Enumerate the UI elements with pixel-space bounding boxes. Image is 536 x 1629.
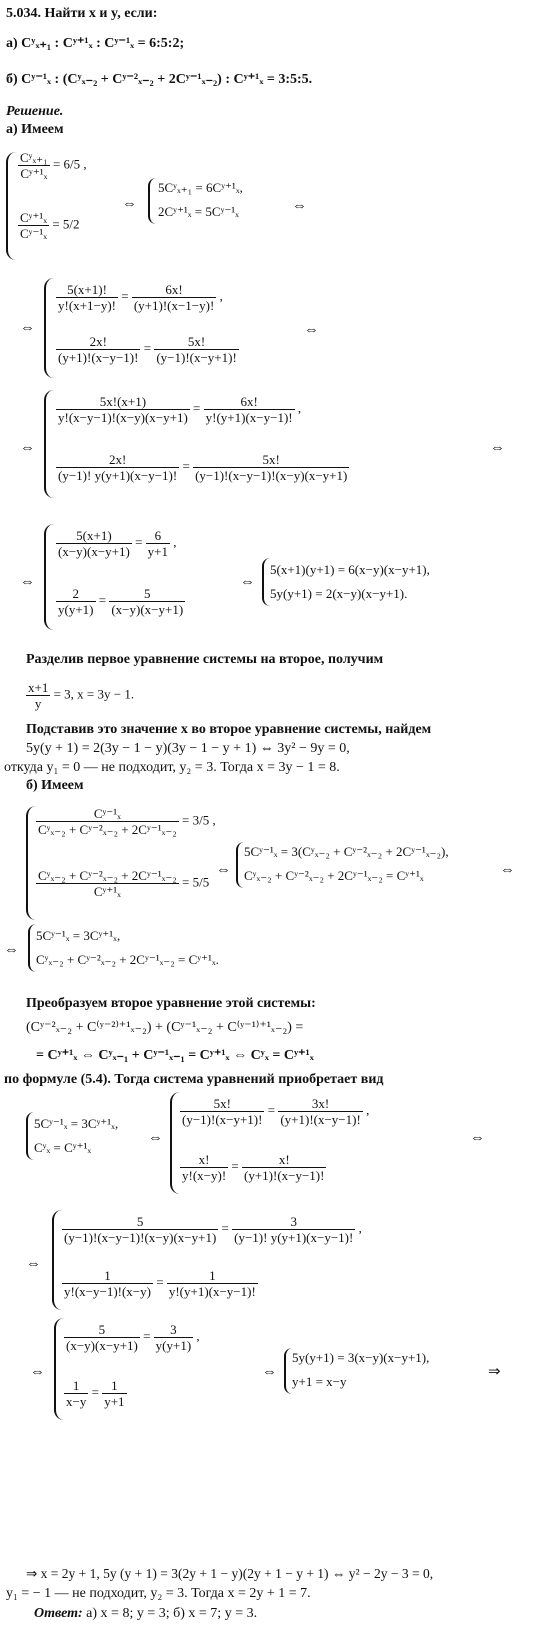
equation-row: $\frac{5x!}{(y-1)!(x-y+1)!}$ = $\frac{3x!}{(y+1)!(x-y-1)!}$ , [182, 1096, 370, 1127]
system-b3-left [26, 1110, 156, 1162]
system-brace [44, 524, 54, 630]
system-brace [262, 558, 270, 606]
equation: 5y(y+1) = 2(x−y)(x−y+1). [270, 586, 408, 601]
equation-row: $\frac{5}{(y-1)!(x-y-1)!(x-y)(x-y+1)}$ = $\frac{3}{(y-1)! y(y+1)(x-y-1)!}$ , [64, 1214, 362, 1245]
equivalence-arrow: ⇔ [20, 574, 35, 590]
equation-row: $\frac{\text{Cʸ⁻¹ₓ}}{\text{Cʸₓ₋₂ + Cʸ⁻²ₓ₋₂ + 2Cʸ⁻¹ₓ₋₂}}$ = 3/5 , [38, 806, 216, 837]
equation: 5Cʸ⁻¹ₓ = 3Cʸ⁺¹ₓ, [36, 928, 121, 943]
system-brace [54, 1318, 64, 1420]
equation-row: $\frac{1}{x-y}$ = $\frac{1}{y+1}$ [66, 1378, 125, 1409]
equivalence-arrow: ⇔ [304, 322, 319, 338]
equation: 5y(y+1) = 3(x−y)(x−y+1), [292, 1350, 430, 1365]
equivalence-arrow: ⇔ [122, 196, 137, 212]
equation: 5Cʸ⁻¹ₓ = 3Cʸ⁺¹ₓ, [34, 1116, 119, 1131]
answer-text: а) x = 8; y = 3; б) x = 7; y = 3. [86, 1606, 258, 1621]
text-paragraph: Разделив первое уравнение системы на второе, получим [26, 652, 384, 667]
system-b5-result [284, 1346, 484, 1396]
implication-arrow: ⇒ [488, 1364, 501, 1380]
equation-row: $\frac{2x!}{(y-1)! y(y+1)(x-y-1)!}$ = $\frac{5x!}{(y-1)!(x-y-1)!(x-y)(x-y+1)}$ [58, 452, 348, 483]
answer-label: Ответ: [34, 1606, 83, 1621]
text-paragraph: по формуле (5.4). Тогда система уравнений приобретает вид [4, 1072, 384, 1087]
fraction: $\frac{\text{Cʸ⁺¹ₓ}}{\text{Cʸ⁻¹ₓ}}$ [20, 210, 48, 241]
equation: y+1 = x−y [292, 1374, 347, 1389]
system-brace [52, 1210, 62, 1310]
solution-heading: Решение. [6, 104, 64, 119]
system-brace [26, 806, 36, 920]
system-brace [44, 390, 54, 498]
condition-b: б) Cʸ⁻¹ₓ : (Cʸₓ₋₂ + Cʸ⁻²ₓ₋₂ + 2Cʸ⁻¹ₓ₋₂) : Cʸ⁺¹ₓ = 3:5:5. [6, 72, 313, 87]
system-brace [44, 278, 54, 378]
equation-row: $\frac{2}{y(y+1)}$ = $\frac{5}{(x-y)(x-y+1)}$ [58, 586, 184, 617]
equation: ⇒ x = 2y + 1, 5y (y + 1) = 3(2y + 1 − y)(2y + 1 − y + 1) ⇔ y² − 2y − 3 = 0, [26, 1566, 434, 1581]
fraction: $\frac{\text{Cʸₓ₊₁}}{\text{Cʸ⁺¹ₓ}}$ [20, 150, 48, 181]
equation: 5(x+1)(y+1) = 6(x−y)(x−y+1), [270, 562, 430, 577]
equivalence-arrow: ⇔ [216, 862, 231, 878]
equivalence-arrow: ⇔ [20, 440, 35, 456]
system-brace [170, 1092, 180, 1194]
system-a1-result [148, 176, 288, 226]
problem-title [6, 6, 157, 22]
part-b-intro: б) Имеем [26, 778, 84, 793]
system-brace [148, 178, 156, 224]
text-paragraph: y₁ = − 1 — не подходит, y₂ = 3. Тогда x = 2y + 1 = 7. [6, 1586, 311, 1601]
system-brace [6, 152, 16, 260]
equation: Cʸₓ₋₂ + Cʸ⁻²ₓ₋₂ + 2Cʸ⁻¹ₓ₋₂ = Cʸ⁺¹ₓ. [36, 952, 219, 967]
text-paragraph: Подставив это значение x во второе уравнение системы, найдем [26, 722, 432, 737]
system-a3 [44, 390, 484, 500]
system-b1 [26, 804, 220, 922]
system-brace [26, 1112, 34, 1160]
system-a4-result [262, 556, 532, 608]
equivalence-arrow: ⇔ [292, 198, 307, 214]
equivalence-arrow: ⇔ [262, 1364, 277, 1380]
text-paragraph: откуда y₁ = 0 — не подходит, y₂ = 3. Тогда x = 3y − 1 = 8. [4, 760, 340, 775]
equation: Cʸₓ = Cʸ⁺¹ₓ [34, 1140, 92, 1155]
equation-row: $\frac{\text{Cʸₓ₊₁}}{\text{Cʸ⁺¹ₓ}}$ = 6/5 , [20, 150, 87, 181]
equivalence-arrow: ⇔ [148, 1130, 163, 1146]
problem-number: 5.034. [6, 6, 41, 21]
equivalence-arrow: ⇔ [240, 574, 255, 590]
system-b3-right [170, 1092, 470, 1196]
equivalence-arrow: ⇔ [4, 942, 19, 958]
system-a2 [44, 278, 344, 378]
equivalence-arrow: ⇔ [26, 1256, 41, 1272]
equation: 5Cʸₓ₊₁ = 6Cʸ⁺¹ₓ, [158, 180, 243, 195]
equation-row: $\frac{x!}{y!(x-y)!}$ = $\frac{x!}{(y+1)!(x-y-1)!}$ [182, 1152, 325, 1183]
equation-row: $\frac{\text{Cʸₓ₋₂ + Cʸ⁻²ₓ₋₂ + 2Cʸ⁻¹ₓ₋₂}}{\text{Cʸ⁺¹ₓ}}$ = 5/5 [38, 868, 210, 899]
part-a-intro: а) Имеем [6, 122, 64, 137]
problem-text: Найти x и y, если: [44, 6, 158, 21]
system-brace [284, 1348, 292, 1394]
system-b4 [52, 1210, 522, 1312]
equivalence-arrow: ⇔ [470, 1130, 485, 1146]
system-brace [236, 842, 244, 888]
equivalence-arrow: ⇔ [500, 862, 515, 878]
equivalence-arrow: ⇔ [30, 1364, 45, 1380]
condition-a: а) Cʸₓ₊₁ : Cʸ⁺¹ₓ : Cʸ⁻¹ₓ = 6:5:2; [6, 36, 185, 51]
equation-row: $\frac{5(x+1)}{(x-y)(x-y+1)}$ = $\frac{6}{y+1}$ , [58, 528, 177, 559]
equation-row: $\frac{5x!(x+1)}{y!(x-y-1)!(x-y)(x-y+1)}$ = $\frac{6x!}{y!(y+1)(x-y-1)!}$ , [58, 394, 302, 425]
system-b2 [28, 922, 288, 974]
equation: Cʸₓ₋₂ + Cʸ⁻²ₓ₋₂ + 2Cʸ⁻¹ₓ₋₂ = Cʸ⁺¹ₓ [244, 868, 424, 883]
equation-row: $\frac{5}{(x-y)(x-y+1)}$ = $\frac{3}{y(y+1)}$ , [66, 1322, 200, 1353]
equation-row: $\frac{x+1}{y}$ = 3, x = 3y − 1. [28, 680, 135, 711]
equation: 5Cʸ⁻¹ₓ = 3(Cʸₓ₋₂ + Cʸ⁻²ₓ₋₂ + 2Cʸ⁻¹ₓ₋₂), [244, 844, 449, 859]
equation: 2Cʸ⁺¹ₓ = 5Cʸ⁻¹ₓ [158, 204, 239, 219]
equation: 5y(y + 1) = 2(3y − 1 − y)(3y − 1 − y + 1) ⇔ 3y² − 9y = 0, [26, 741, 350, 756]
equation: (Cʸ⁻²ₓ₋₂ + C⁽ʸ⁻²⁾⁺¹ₓ₋₂) + (Cʸ⁻¹ₓ₋₂ + C⁽ʸ⁻¹⁾⁺¹ₓ₋₂) = [26, 1020, 304, 1035]
equation-row: $\frac{5(x+1)!}{y!(x+1-y)!}$ = $\frac{6x!}{(y+1)!(x-1-y)!}$ , [58, 282, 223, 313]
system-brace [28, 924, 36, 972]
system-a4 [44, 524, 244, 632]
equivalence-arrow: ⇔ [490, 440, 505, 456]
answer-line [34, 1606, 257, 1622]
equation-row: $\frac{\text{Cʸ⁺¹ₓ}}{\text{Cʸ⁻¹ₓ}}$ = 5/2 [20, 210, 80, 241]
equation: = Cʸ⁺¹ₓ ⇔ Cʸₓ₋₁ + Cʸ⁻¹ₓ₋₁ = Cʸ⁺¹ₓ ⇔ Cʸₓ = Cʸ⁺¹ₓ [36, 1048, 314, 1063]
equivalence-arrow: ⇔ [20, 320, 35, 336]
system-b5 [54, 1318, 264, 1422]
system-b1-result [236, 840, 502, 890]
equation-row: $\frac{2x!}{(y+1)!(x-y-1)!}$ = $\frac{5x!}{(y-1)!(x-y+1)!}$ [58, 334, 237, 365]
text-paragraph: Преобразуем второе уравнение этой системы: [26, 996, 316, 1011]
equation-row: $\frac{1}{y!(x-y-1)!(x-y)}$ = $\frac{1}{y!(y+1)(x-y-1)!}$ [64, 1268, 256, 1299]
